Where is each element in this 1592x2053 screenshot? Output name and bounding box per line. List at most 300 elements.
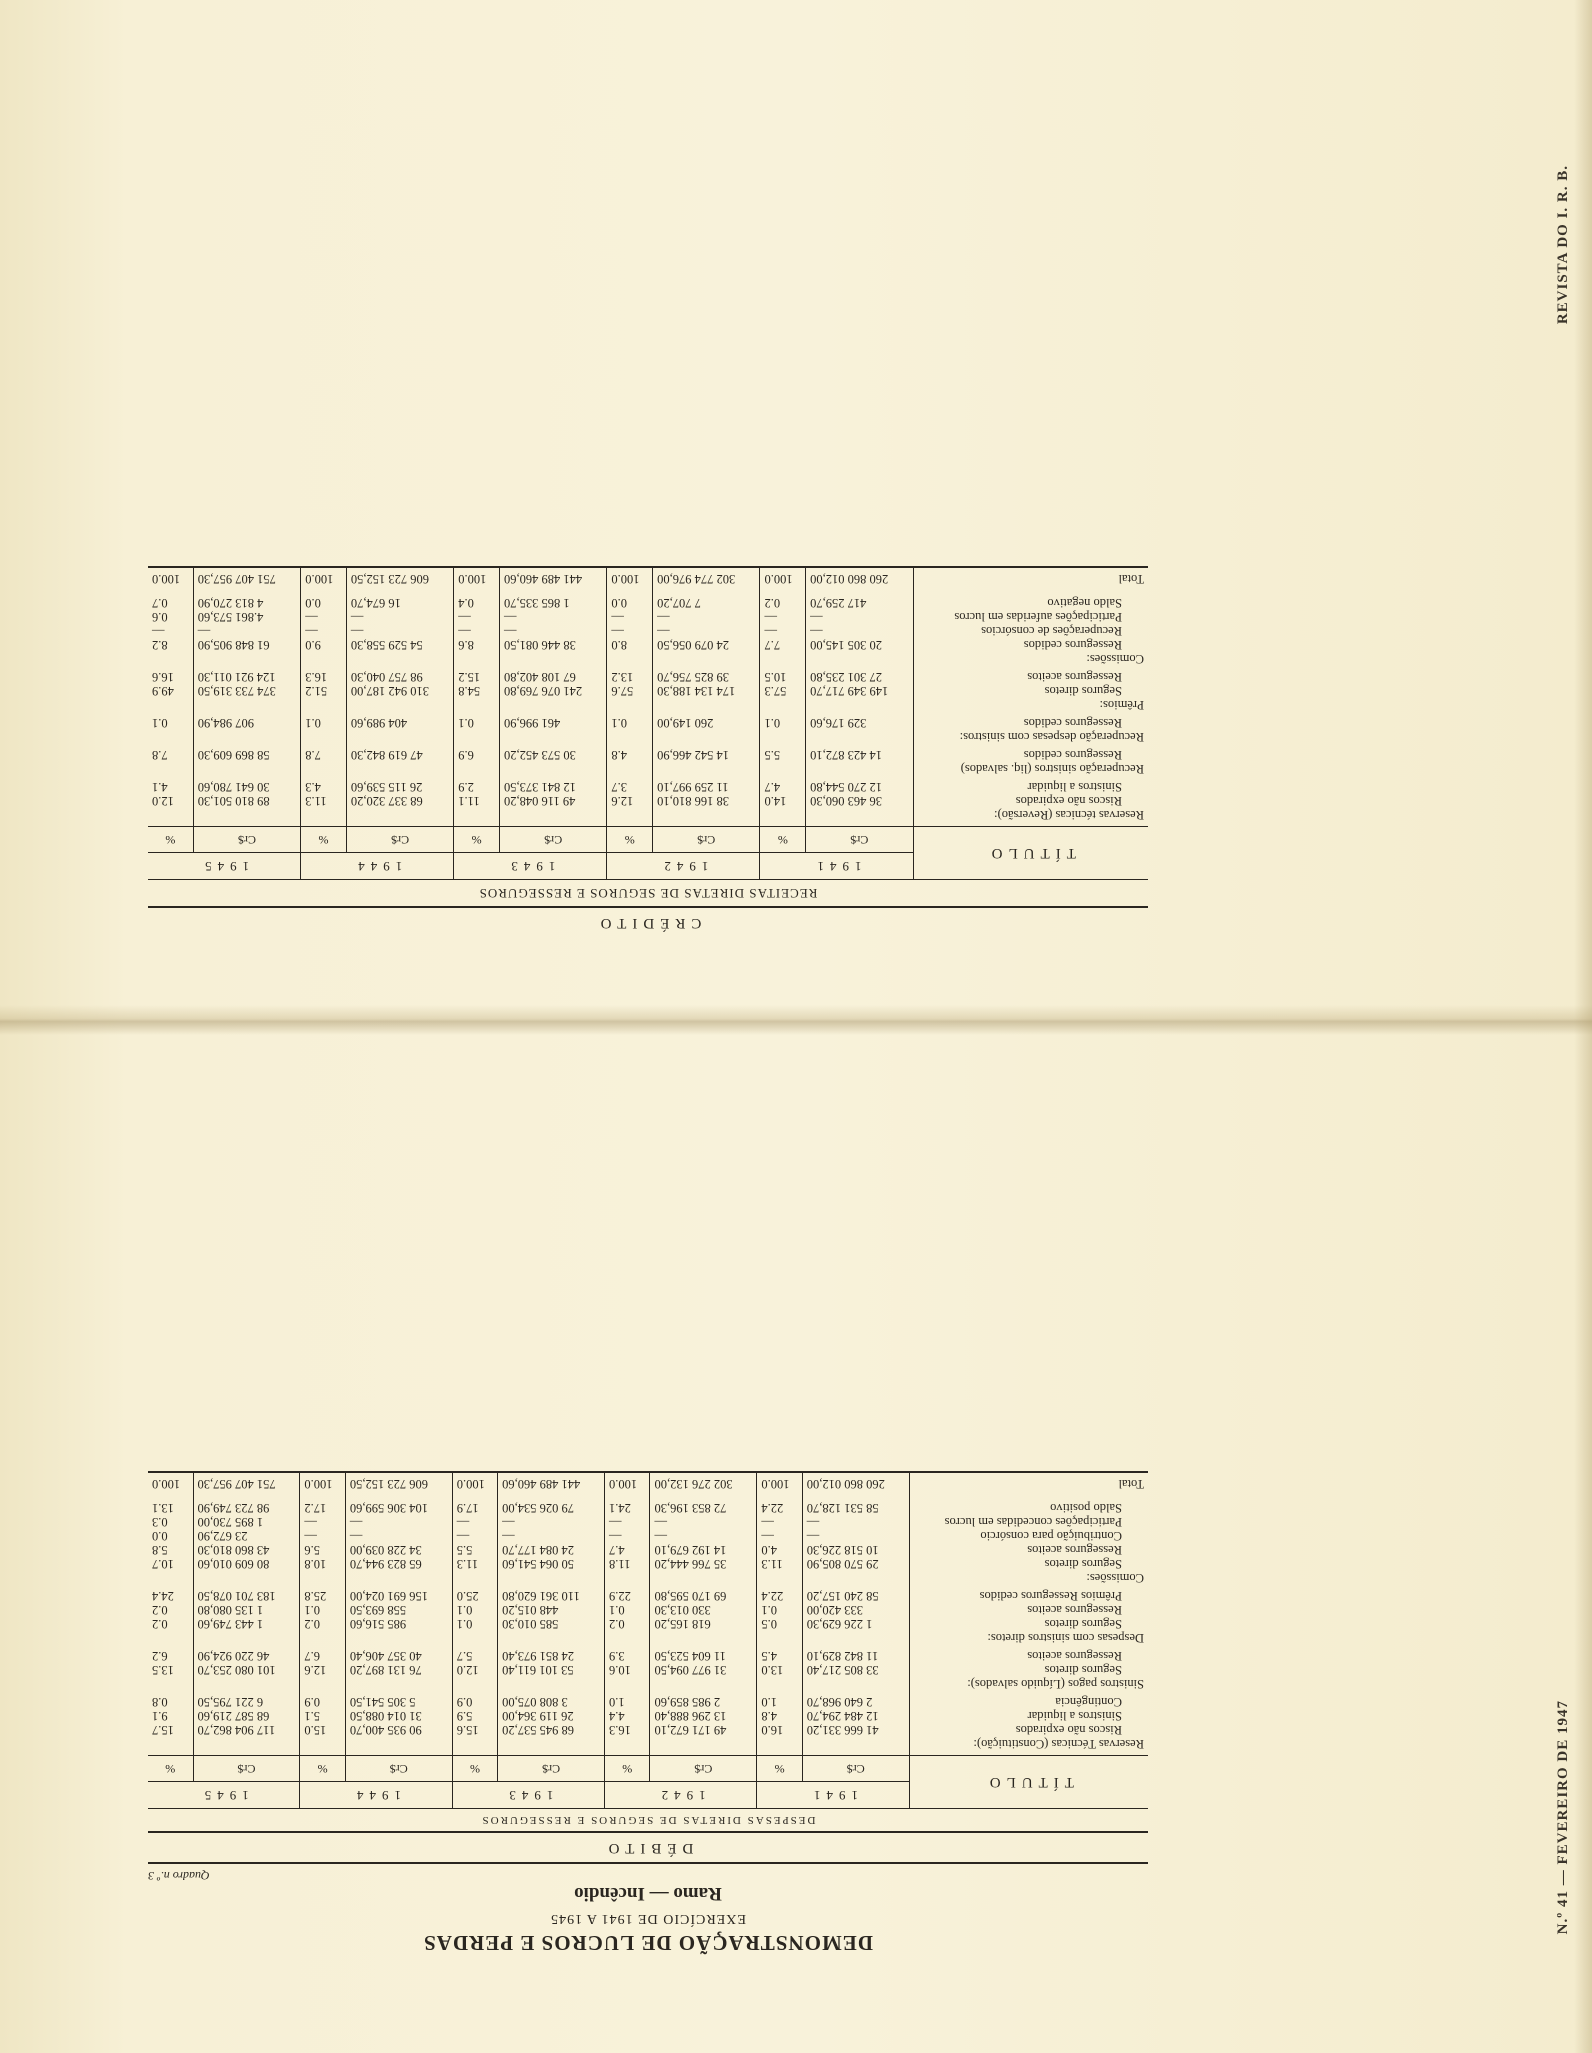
value-percent: [452, 1571, 497, 1589]
value-cruzeiros: 260 149,00: [653, 716, 760, 730]
value-percent: 7.8: [301, 748, 347, 762]
debito-table: [148, 1473, 1148, 1808]
value-percent: 57.3: [760, 684, 806, 698]
credito-bottom-rule: [148, 566, 1148, 568]
value-cruzeiros: 69 170 595,80: [650, 1589, 757, 1603]
table-row: [148, 568, 1148, 596]
value-cruzeiros: 156 691 024,00: [345, 1589, 452, 1603]
value-cruzeiros: [650, 1631, 757, 1649]
value-percent: 13.1: [148, 1501, 193, 1515]
table-row: [148, 780, 1148, 794]
value-percent: 0.1: [454, 716, 500, 730]
row-label: Total: [1118, 572, 1144, 586]
value-cruzeiros: 404 989,60: [346, 716, 453, 730]
table-row: [148, 596, 1148, 610]
value-percent: [454, 808, 500, 827]
value-cruzeiros: 330 013,30: [650, 1603, 757, 1617]
value-percent: 0.5: [757, 1617, 802, 1631]
value-percent: 0.0: [607, 596, 653, 610]
value-percent: 100.0: [760, 568, 806, 596]
value-percent: —: [605, 1515, 650, 1529]
value-cruzeiros: 104 306 599,60: [345, 1501, 452, 1515]
value-cruzeiros: [653, 808, 760, 827]
value-percent: 5.5: [452, 1543, 497, 1557]
value-percent: 10.7: [148, 1557, 193, 1571]
value-percent: 0.1: [148, 716, 193, 730]
value-percent: 0.2: [300, 1617, 345, 1631]
value-percent: 0.1: [760, 716, 806, 730]
debito-title: DÉBITO: [148, 1833, 1148, 1864]
value-percent: 100.0: [301, 568, 347, 596]
value-percent: 13.5: [148, 1663, 193, 1677]
value-percent: [757, 1737, 802, 1756]
value-cruzeiros: 20 305 145,00: [806, 638, 913, 652]
value-cruzeiros: —: [650, 1515, 757, 1529]
value-cruzeiros: —: [653, 624, 760, 638]
value-percent: 17.9: [452, 1501, 497, 1515]
value-cruzeiros: —: [346, 624, 453, 638]
value-cruzeiros: [498, 1677, 605, 1695]
row-label: Comissões:: [1086, 1571, 1144, 1585]
value-percent: [760, 698, 806, 716]
col-unit-pc: %: [148, 1756, 193, 1782]
value-percent: 100.0: [148, 568, 193, 596]
value-cruzeiros: 29 570 805,90: [802, 1557, 909, 1571]
value-cruzeiros: —: [498, 1529, 605, 1543]
value-cruzeiros: [345, 1631, 452, 1649]
value-cruzeiros: 11 604 523,50: [650, 1649, 757, 1663]
value-percent: [454, 730, 500, 748]
col-year: 1942: [605, 1782, 757, 1809]
value-cruzeiros: 11 842 829,10: [802, 1649, 909, 1663]
value-percent: 3.7: [607, 780, 653, 794]
value-cruzeiros: [193, 652, 300, 670]
credito-rows: [148, 568, 1148, 827]
value-cruzeiros: [193, 1571, 300, 1589]
table-row: [148, 1617, 1148, 1631]
value-percent: —: [301, 624, 347, 638]
value-percent: 3.9: [605, 1649, 650, 1663]
value-cruzeiros: 302 774 976,00: [653, 568, 760, 596]
value-percent: 4.8: [757, 1709, 802, 1723]
value-percent: 0.6: [148, 610, 193, 624]
value-cruzeiros: 333 420,00: [802, 1603, 909, 1617]
value-percent: 15.6: [452, 1723, 497, 1737]
value-cruzeiros: —: [193, 624, 300, 638]
value-cruzeiros: 24 079 056,50: [653, 638, 760, 652]
value-cruzeiros: [346, 730, 453, 748]
table-row: [148, 1663, 1148, 1677]
value-cruzeiros: [499, 652, 606, 670]
value-percent: —: [605, 1529, 650, 1543]
table-row: [148, 1529, 1148, 1543]
row-label: Prêmios Resseguros cedidos: [979, 1589, 1122, 1603]
value-cruzeiros: 1 135 080,80: [193, 1603, 300, 1617]
value-percent: [301, 652, 347, 670]
value-cruzeiros: 12 270 544,80: [806, 780, 913, 794]
value-percent: [452, 1737, 497, 1756]
value-cruzeiros: 374 733 319,50: [193, 684, 300, 698]
value-cruzeiros: [653, 652, 760, 670]
value-percent: [605, 1737, 650, 1756]
value-percent: 4.4: [605, 1709, 650, 1723]
value-cruzeiros: 34 228 039,00: [345, 1543, 452, 1557]
row-label: Reservas Técnicas (Constituição):: [973, 1737, 1144, 1751]
value-cruzeiros: 10 518 226,30: [802, 1543, 909, 1557]
value-percent: 0.0: [301, 596, 347, 610]
value-percent: 49.9: [148, 684, 193, 698]
value-cruzeiros: 39 825 756,70: [653, 670, 760, 684]
row-label: Participações auferidas em lucros: [954, 610, 1122, 624]
value-percent: 57.6: [607, 684, 653, 698]
col-titulo: TÍTULO: [909, 1756, 1148, 1809]
row-label: Contribuição para consórcio: [980, 1529, 1122, 1543]
col-unit-pc: %: [605, 1756, 650, 1782]
value-percent: 0.1: [301, 716, 347, 730]
value-cruzeiros: [802, 1677, 909, 1695]
row-label: Prêmios:: [1099, 698, 1144, 712]
row-label: Saldo positivo: [1050, 1501, 1122, 1515]
col-unit-pc: %: [607, 827, 653, 853]
value-percent: [607, 808, 653, 827]
table-row: [148, 1515, 1148, 1529]
table-row: [148, 638, 1148, 652]
value-cruzeiros: [806, 652, 913, 670]
table-row: [148, 808, 1148, 827]
value-cruzeiros: 36 463 060,30: [806, 794, 913, 808]
value-percent: 13.0: [757, 1663, 802, 1677]
value-percent: 10.5: [760, 670, 806, 684]
value-percent: 0.8: [148, 1695, 193, 1709]
col-unit-cr: Cr$: [193, 1756, 300, 1782]
value-cruzeiros: [499, 762, 606, 780]
value-cruzeiros: [346, 808, 453, 827]
value-cruzeiros: 6 221 795,50: [193, 1695, 300, 1709]
debito-subtitle: DESPESAS DIRETAS DE SEGUROS E RESSEGUROS: [148, 1808, 1148, 1833]
table-row: [148, 1473, 1148, 1501]
value-cruzeiros: 117 904 862,70: [193, 1723, 300, 1737]
col-year: 1944: [300, 1782, 452, 1809]
value-percent: 5.1: [300, 1709, 345, 1723]
value-percent: 8.6: [454, 638, 500, 652]
value-cruzeiros: 585 010,30: [498, 1617, 605, 1631]
quadro-label: Quadro n.º 3: [148, 1869, 210, 1883]
table-row: [148, 1501, 1148, 1515]
value-cruzeiros: [193, 1631, 300, 1649]
row-label: Saldo negativo: [1047, 596, 1122, 610]
value-percent: —: [452, 1515, 497, 1529]
row-label: Despesas com sinistros diretos:: [987, 1631, 1144, 1645]
row-label: Participações concedidas em lucros: [944, 1515, 1122, 1529]
value-cruzeiros: 23 672,90: [193, 1529, 300, 1543]
value-percent: [300, 1677, 345, 1695]
table-row: [148, 652, 1148, 670]
value-cruzeiros: 907 984,90: [193, 716, 300, 730]
value-cruzeiros: 101 080 253,70: [193, 1663, 300, 1677]
table-row: [148, 748, 1148, 762]
row-label: Riscos não expirados: [1015, 1723, 1122, 1737]
value-percent: 4.7: [605, 1543, 650, 1557]
value-cruzeiros: 2 985 859,60: [650, 1695, 757, 1709]
value-percent: 12.6: [607, 794, 653, 808]
value-cruzeiros: 30 573 452,20: [499, 748, 606, 762]
page-subtitle: EXERCÍCIO DE 1941 A 1945: [550, 1911, 746, 1926]
value-cruzeiros: 417 259,70: [806, 596, 913, 610]
col-unit-cr: Cr$: [193, 827, 300, 853]
value-cruzeiros: [193, 762, 300, 780]
value-cruzeiros: 751 407 957,30: [193, 568, 300, 596]
table-row: [148, 1677, 1148, 1695]
value-percent: [605, 1571, 650, 1589]
value-percent: [757, 1631, 802, 1649]
ramo-label: Ramo — Incêndio: [574, 1883, 722, 1904]
value-percent: 13.2: [607, 670, 653, 684]
col-unit-pc: %: [300, 1756, 345, 1782]
value-cruzeiros: 606 723 152,50: [346, 568, 453, 596]
value-cruzeiros: 98 723 749,90: [193, 1501, 300, 1515]
value-percent: 1.0: [757, 1695, 802, 1709]
value-percent: 12.0: [452, 1663, 497, 1677]
value-cruzeiros: 27 301 235,80: [806, 670, 913, 684]
value-cruzeiros: 11 259 997,10: [653, 780, 760, 794]
table-row: [148, 1709, 1148, 1723]
col-year: 1941: [760, 853, 913, 880]
col-titulo: TÍTULO: [913, 827, 1148, 880]
col-unit-cr: Cr$: [802, 1756, 909, 1782]
value-percent: 7.7: [760, 638, 806, 652]
value-percent: 22.4: [757, 1589, 802, 1603]
value-percent: [454, 698, 500, 716]
value-cruzeiros: 40 357 406,40: [345, 1649, 452, 1663]
value-percent: 24.4: [148, 1589, 193, 1603]
value-cruzeiros: [193, 730, 300, 748]
table-row: [148, 1631, 1148, 1649]
value-percent: 0.2: [148, 1603, 193, 1617]
value-cruzeiros: 13 296 888,40: [650, 1709, 757, 1723]
value-percent: 17.2: [300, 1501, 345, 1515]
value-percent: [607, 652, 653, 670]
value-cruzeiros: 79 026 534,00: [498, 1501, 605, 1515]
value-cruzeiros: 33 805 217,40: [802, 1663, 909, 1677]
col-year: 1943: [454, 853, 607, 880]
value-percent: [607, 698, 653, 716]
value-cruzeiros: 302 276 132,00: [650, 1473, 757, 1501]
value-cruzeiros: [345, 1571, 452, 1589]
value-cruzeiros: 5 305 541,50: [345, 1695, 452, 1709]
value-cruzeiros: [802, 1571, 909, 1589]
value-cruzeiros: 58 869 609,30: [193, 748, 300, 762]
value-cruzeiros: 7 707,20: [653, 596, 760, 610]
value-cruzeiros: —: [498, 1515, 605, 1529]
value-percent: 100.0: [454, 568, 500, 596]
value-cruzeiros: [499, 730, 606, 748]
col-unit-cr: Cr$: [653, 827, 760, 853]
value-cruzeiros: 43 860 810,30: [193, 1543, 300, 1557]
value-cruzeiros: 30 641 780,60: [193, 780, 300, 794]
value-cruzeiros: [346, 762, 453, 780]
value-percent: 0.1: [605, 1603, 650, 1617]
value-percent: 15.7: [148, 1723, 193, 1737]
value-percent: [454, 652, 500, 670]
value-cruzeiros: 67 108 402,80: [499, 670, 606, 684]
value-cruzeiros: —: [499, 624, 606, 638]
value-percent: 2.9: [454, 780, 500, 794]
row-label: Sinistros pagos (Líquido salvados):: [967, 1677, 1144, 1691]
value-percent: —: [757, 1515, 802, 1529]
value-cruzeiros: [193, 1677, 300, 1695]
value-percent: 0.2: [148, 1617, 193, 1631]
value-cruzeiros: [806, 762, 913, 780]
value-percent: [605, 1631, 650, 1649]
col-unit-pc: %: [757, 1756, 802, 1782]
value-cruzeiros: 58 531 128,70: [802, 1501, 909, 1515]
value-cruzeiros: 90 935 400,70: [345, 1723, 452, 1737]
value-cruzeiros: —: [806, 610, 913, 624]
row-label: Resseguros aceitos: [1027, 1649, 1122, 1663]
value-percent: 1.0: [605, 1695, 650, 1709]
value-percent: 100.0: [300, 1473, 345, 1501]
value-cruzeiros: 12 484 294,70: [802, 1709, 909, 1723]
value-percent: 14.0: [760, 794, 806, 808]
value-percent: 11.3: [757, 1557, 802, 1571]
value-cruzeiros: 241 076 769,80: [499, 684, 606, 698]
value-cruzeiros: —: [802, 1515, 909, 1529]
value-cruzeiros: 985 516,60: [345, 1617, 452, 1631]
value-percent: 0.2: [605, 1617, 650, 1631]
value-cruzeiros: 16 674,70: [346, 596, 453, 610]
value-cruzeiros: 53 101 611,40: [498, 1663, 605, 1677]
debito-section: [148, 1085, 1148, 1955]
value-cruzeiros: 149 349 717,70: [806, 684, 913, 698]
value-percent: 0.0: [148, 1529, 193, 1543]
row-label: Sinistros a liquidar: [1027, 1709, 1122, 1723]
value-percent: [301, 698, 347, 716]
value-cruzeiros: 54 529 558,30: [346, 638, 453, 652]
value-percent: —: [148, 624, 193, 638]
col-unit-pc: %: [301, 827, 347, 853]
value-percent: [454, 762, 500, 780]
page-title: DEMONSTRAÇÃO DE LUCROS E PERDAS: [423, 1931, 873, 1955]
value-percent: 0.1: [452, 1603, 497, 1617]
value-cruzeiros: [650, 1737, 757, 1756]
value-cruzeiros: 12 841 373,50: [499, 780, 606, 794]
value-percent: [760, 762, 806, 780]
value-percent: 8.2: [148, 638, 193, 652]
value-cruzeiros: 35 766 444,20: [650, 1557, 757, 1571]
value-percent: 6.2: [148, 1649, 193, 1663]
value-cruzeiros: 24 851 973,40: [498, 1649, 605, 1663]
table-row: [148, 684, 1148, 698]
table-row: [148, 762, 1148, 780]
col-unit-pc: %: [454, 827, 500, 853]
value-percent: 15.2: [454, 670, 500, 684]
value-percent: 24.1: [605, 1501, 650, 1515]
value-cruzeiros: 31 977 094,50: [650, 1663, 757, 1677]
value-percent: 0.2: [760, 596, 806, 610]
value-cruzeiros: 41 666 331,20: [802, 1723, 909, 1737]
value-cruzeiros: 441 489 460,60: [499, 568, 606, 596]
col-unit-cr: Cr$: [806, 827, 913, 853]
value-cruzeiros: [193, 698, 300, 716]
value-percent: 11.1: [454, 794, 500, 808]
value-cruzeiros: [802, 1631, 909, 1649]
value-percent: 51.2: [301, 684, 347, 698]
value-percent: 10.8: [300, 1557, 345, 1571]
value-percent: 0.3: [148, 1515, 193, 1529]
value-percent: 100.0: [148, 1473, 193, 1501]
value-percent: 25.8: [300, 1589, 345, 1603]
value-cruzeiros: 26 119 364,00: [498, 1709, 605, 1723]
value-cruzeiros: 68 945 537,20: [498, 1723, 605, 1737]
value-cruzeiros: 49 116 048,20: [499, 794, 606, 808]
row-label: Contingência: [1055, 1695, 1122, 1709]
value-cruzeiros: 38 446 081,50: [499, 638, 606, 652]
value-cruzeiros: 80 609 010,60: [193, 1557, 300, 1571]
value-cruzeiros: [806, 808, 913, 827]
col-year: 1943: [452, 1782, 604, 1809]
value-cruzeiros: [346, 698, 453, 716]
row-label: Total: [1118, 1477, 1144, 1491]
value-percent: —: [757, 1529, 802, 1543]
value-cruzeiros: [653, 698, 760, 716]
value-percent: [148, 730, 193, 748]
value-percent: 16.6: [148, 670, 193, 684]
value-cruzeiros: 618 165,20: [650, 1617, 757, 1631]
table-row: [148, 624, 1148, 638]
issue-running-head: N.º 41 — FEVEREIRO DE 1947: [1555, 1700, 1571, 1935]
row-label: Recuperação despesas com sinistros:: [959, 730, 1144, 744]
value-cruzeiros: 49 171 672,10: [650, 1723, 757, 1737]
value-cruzeiros: 26 115 539,60: [346, 780, 453, 794]
value-cruzeiros: [346, 652, 453, 670]
table-row: [148, 670, 1148, 684]
value-percent: —: [452, 1529, 497, 1543]
row-label: Comissões:: [1086, 652, 1144, 666]
col-year: 1945: [148, 853, 301, 880]
value-cruzeiros: [802, 1737, 909, 1756]
value-cruzeiros: 2 640 968,70: [802, 1695, 909, 1709]
value-percent: 15.0: [300, 1723, 345, 1737]
value-percent: [148, 808, 193, 827]
value-cruzeiros: 461 996,90: [499, 716, 606, 730]
value-cruzeiros: 310 942 187,00: [346, 684, 453, 698]
value-percent: 16.3: [605, 1723, 650, 1737]
value-percent: [301, 762, 347, 780]
value-percent: 16.0: [757, 1723, 802, 1737]
value-percent: —: [607, 610, 653, 624]
table-row: [148, 1737, 1148, 1756]
value-percent: 5.5: [760, 748, 806, 762]
value-percent: 9.0: [301, 638, 347, 652]
value-percent: [148, 762, 193, 780]
value-cruzeiros: [499, 698, 606, 716]
value-percent: 0.7: [148, 596, 193, 610]
value-cruzeiros: —: [346, 610, 453, 624]
value-percent: 11.3: [301, 794, 347, 808]
value-cruzeiros: 124 921 011,30: [193, 670, 300, 684]
value-cruzeiros: 65 823 944,70: [345, 1557, 452, 1571]
value-percent: 100.0: [607, 568, 653, 596]
value-cruzeiros: 46 220 924,90: [193, 1649, 300, 1663]
debito-bottom-rule: [148, 1471, 1148, 1473]
col-unit-pc: %: [148, 827, 193, 853]
value-percent: [301, 730, 347, 748]
value-cruzeiros: 606 723 152,50: [345, 1473, 452, 1501]
value-percent: 0.1: [757, 1603, 802, 1617]
value-percent: 5.9: [452, 1709, 497, 1723]
value-percent: —: [454, 610, 500, 624]
page-fold: [0, 1005, 1592, 1035]
